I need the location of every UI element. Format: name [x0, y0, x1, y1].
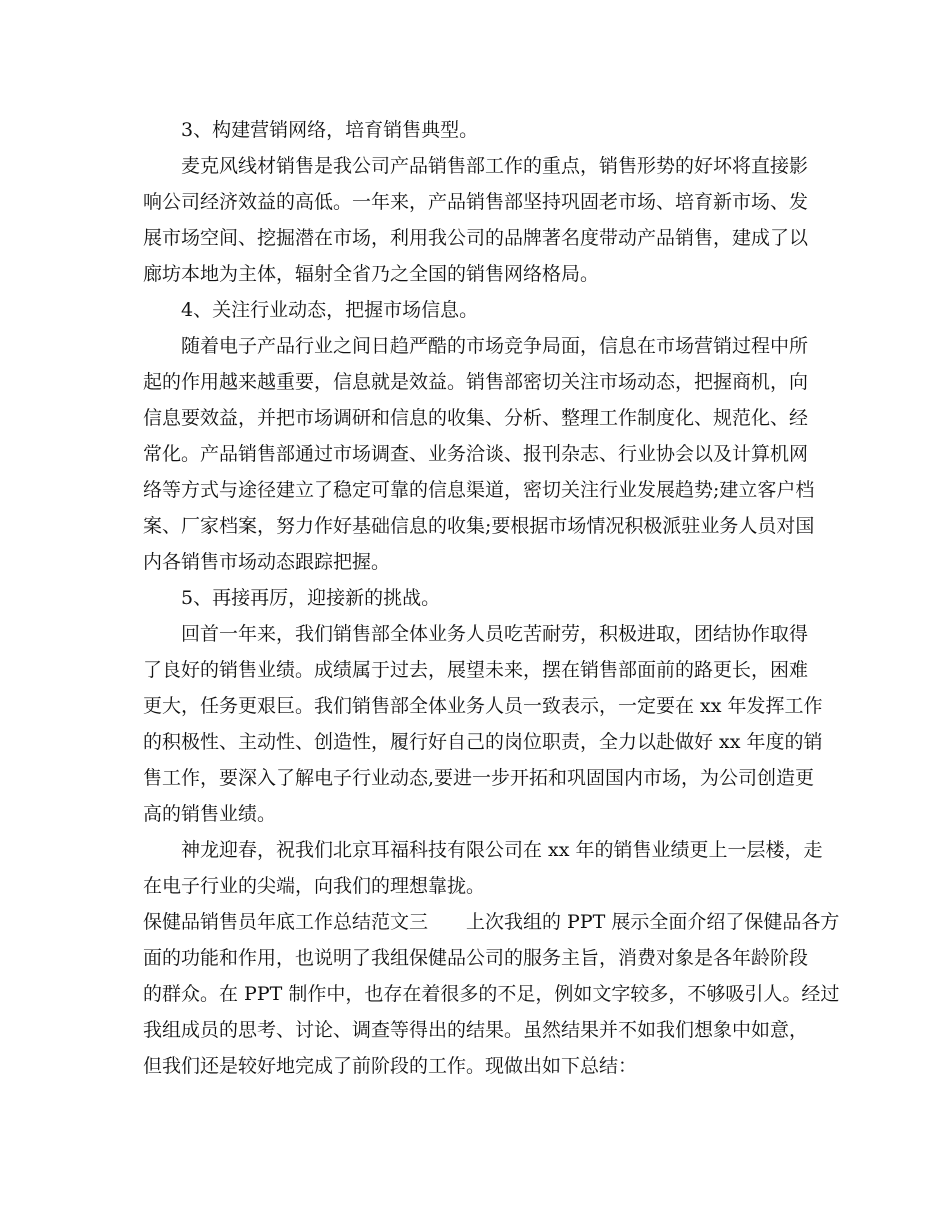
paragraph-line: 麦克风线材销售是我公司产品销售部工作的重点，销售形势的好坏将直接影 [181, 155, 809, 177]
document-body [143, 112, 840, 1084]
section-title: 保健品销售员年底工作总结范文三 [143, 911, 429, 933]
paragraph-line: 内各销售市场动态跟踪把握。 [143, 551, 391, 573]
paragraph-line: 在电子行业的尖端，向我们的理想靠拢。 [143, 875, 486, 897]
paragraph-line: 神龙迎春，祝我们北京耳福科技有限公司在 xx 年的销售业绩更上一层楼，走 [181, 839, 823, 861]
paragraph-line: 廊坊本地为主体，辐射全省乃之全国的销售网络格局。 [143, 263, 600, 285]
paragraph-line: 常化。产品销售部通过市场调查、业务洽谈、报刊杂志、行业协会以及计算机网 [143, 443, 809, 465]
section-paragraph-line: 的群众。在 PPT 制作中，也存在着很多的不足，例如文字较多，不够吸引人。经过 [143, 983, 840, 1005]
section-first-line: 上次我组的 PPT 展示全面介绍了保健品各方 [466, 911, 840, 933]
paragraph-line: 案、厂家档案，努力作好基础信息的收集;要根据市场情况积极派驻业务人员对国 [143, 515, 815, 537]
paragraph-line: 信息要效益，并把市场调研和信息的收集、分析、整理工作制度化、规范化、经 [143, 407, 809, 429]
section-heading-row [143, 904, 840, 940]
paragraph-line: 络等方式与途径建立了稳定可靠的信息渠道，密切关注行业发展趋势;建立客户档 [143, 479, 815, 501]
paragraph-line: 更大，任务更艰巨。我们销售部全体业务人员一致表示，一定要在 xx 年发挥工作 [143, 695, 823, 717]
paragraph-line: 3、构建营销网络，培育销售典型。 [181, 119, 479, 141]
paragraph-line: 售工作，要深入了解电子行业动态,要进一步开拓和巩固国内市场，为公司创造更 [143, 767, 815, 789]
paragraph-line: 回首一年来，我们销售部全体业务人员吃苦耐劳，积极进取，团结协作取得 [181, 623, 809, 645]
paragraph-line: 4、关注行业动态，把握市场信息。 [181, 299, 479, 321]
section-paragraph-line: 我组成员的思考、讨论、调查等得出的结果。虽然结果并不如我们想象中如意， [143, 1019, 809, 1041]
paragraph-line: 展市场空间、挖掘潜在市场，利用我公司的品牌著名度带动产品销售，建成了以 [143, 227, 809, 249]
paragraph-line: 响公司经济效益的高低。一年来，产品销售部坚持巩固老市场、培育新市场、发 [143, 191, 809, 213]
section-paragraph-line: 但我们还是较好地完成了前阶段的工作。现做出如下总结： [143, 1055, 638, 1077]
paragraph-line: 5、再接再厉，迎接新的挑战。 [181, 587, 441, 609]
paragraph-line: 随着电子产品行业之间日趋严酷的市场竞争局面，信息在市场营销过程中所 [181, 335, 809, 357]
paragraph-line: 了良好的销售业绩。成绩属于过去，展望未来，摆在销售部面前的路更长，困难 [143, 659, 809, 681]
paragraph-line: 的积极性、主动性、创造性，履行好自己的岗位职责，全力以赴做好 xx 年度的销 [143, 731, 823, 753]
section-paragraph-line: 面的功能和作用，也说明了我组保健品公司的服务主旨，消费对象是各年龄阶段 [143, 947, 809, 969]
paragraph-line: 起的作用越来越重要，信息就是效益。销售部密切关注市场动态，把握商机，向 [143, 371, 809, 393]
paragraph-line: 高的销售业绩。 [143, 803, 277, 825]
